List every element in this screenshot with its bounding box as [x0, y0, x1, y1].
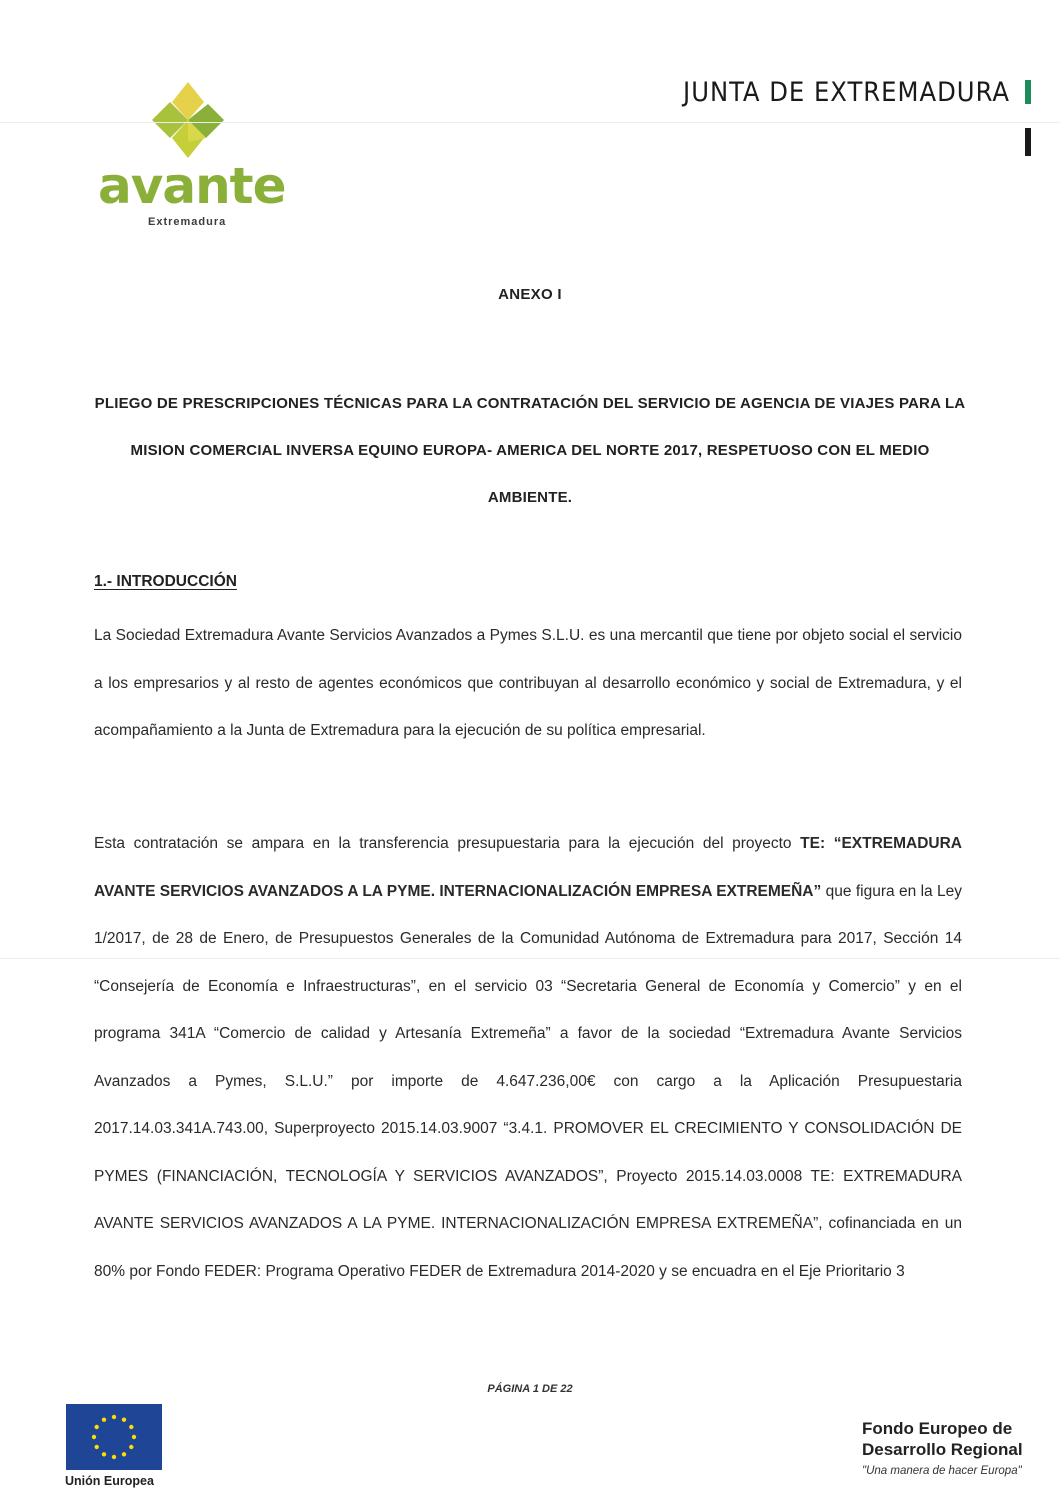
feder-fund-name: [862, 1418, 1023, 1460]
feder-motto: "Una manera de hacer Europa": [862, 1465, 1022, 1477]
feder-line-1: Fondo Europeo de: [862, 1419, 1013, 1438]
paragraph-funding-rest: que figura en la Ley 1/2017, de 28 de Enero, de Presupuestos Generales de la Comunidad Autónoma de Extremadura para 2017, Sección 14 “Consejería de Economía e Infraestructuras”, en el servicio 03 “Secretaria General de Economía y Comercio” y en el programa 341A “Comercio de calidad y Artesanía Extremeña” a favor de la sociedad “Extremadura Avante Servicios Avanzados a Pymes, S.L.U.” por importe de 4.647.236,00€ con cargo a la Aplicación Presupuestaria 2017.14.03.341A.743.00, Superproyecto 2015.14.03.9007 “3.4.1. PROMOVER EL CRECIMIENTO Y CONSOLIDACIÓN DE PYMES (FINANCIACIÓN, TECNOLOGÍA Y SERVICIOS AVANZADOS”, Proyecto 2015.14.03.0008 TE: EXTREMADURA AVANTE SERVICIOS AVANZADOS A LA PYME. INTERNACIONALIZACIÓN EMPRESA EXTREMEÑA”, cofinanciada en un 80% por Fondo FEDER: Programa Operativo FEDER de Extremadura 2014-2020 y se encuadra en el Eje Prioritario 3: [94, 882, 962, 1280]
eu-stars-icon: [66, 1404, 162, 1470]
scan-line: [0, 958, 1060, 959]
institution-accent-bar: [1025, 80, 1031, 104]
eu-flag-icon: [66, 1404, 162, 1470]
section-heading: 1.- INTRODUCCIÓN: [94, 573, 237, 590]
institution-name: JUNTA DE EXTREMADURA: [683, 77, 1010, 108]
logo-subtitle: Extremadura: [148, 216, 227, 228]
document-title: PLIEGO DE PRESCRIPCIONES TÉCNICAS PARA LA CONTRATACIÓN DEL SERVICIO DE AGENCIA DE VIAJES PARA LA MISION COMERCIAL INVERSA EQUINO EUROPA- AMERICA DEL NORTE 2017, RESPETUOSO CON EL MEDIO AMBIENTE.: [94, 395, 966, 506]
avante-logo: [98, 80, 298, 230]
paragraph-funding-intro: Esta contratación se ampara en la transferencia presupuestaria para la ejecución del proyecto: [94, 835, 801, 852]
scan-line: [0, 122, 1060, 123]
annex-title: ANEXO I: [498, 286, 562, 303]
page-number: PÁGINA 1 DE 22: [487, 1383, 573, 1395]
paragraph-funding: [94, 820, 962, 1295]
eu-label: Unión Europea: [65, 1474, 154, 1488]
avante-star-icon: [148, 80, 228, 160]
paragraph-introduction: La Sociedad Extremadura Avante Servicios Avanzados a Pymes S.L.U. es una mercantil que tiene por objeto social el servicio a los empresarios y al resto de agentes económicos que contribuyan al desarrollo económico y social de Extremadura, y el acompañamiento a la Junta de Extremadura para la ejecución de su política empresarial.: [94, 627, 962, 739]
paragraph-funding-project: TE: “EXTREMADURA AVANTE SERVICIOS AVANZADOS A LA PYME. INTERNACIONALIZACIÓN EMPRESA EXTREMEÑA”: [94, 835, 962, 900]
logo-wordmark: avante: [98, 157, 286, 215]
feder-line-2: Desarrollo Regional: [862, 1440, 1023, 1459]
institution-accent-bar-dark: [1025, 128, 1031, 156]
